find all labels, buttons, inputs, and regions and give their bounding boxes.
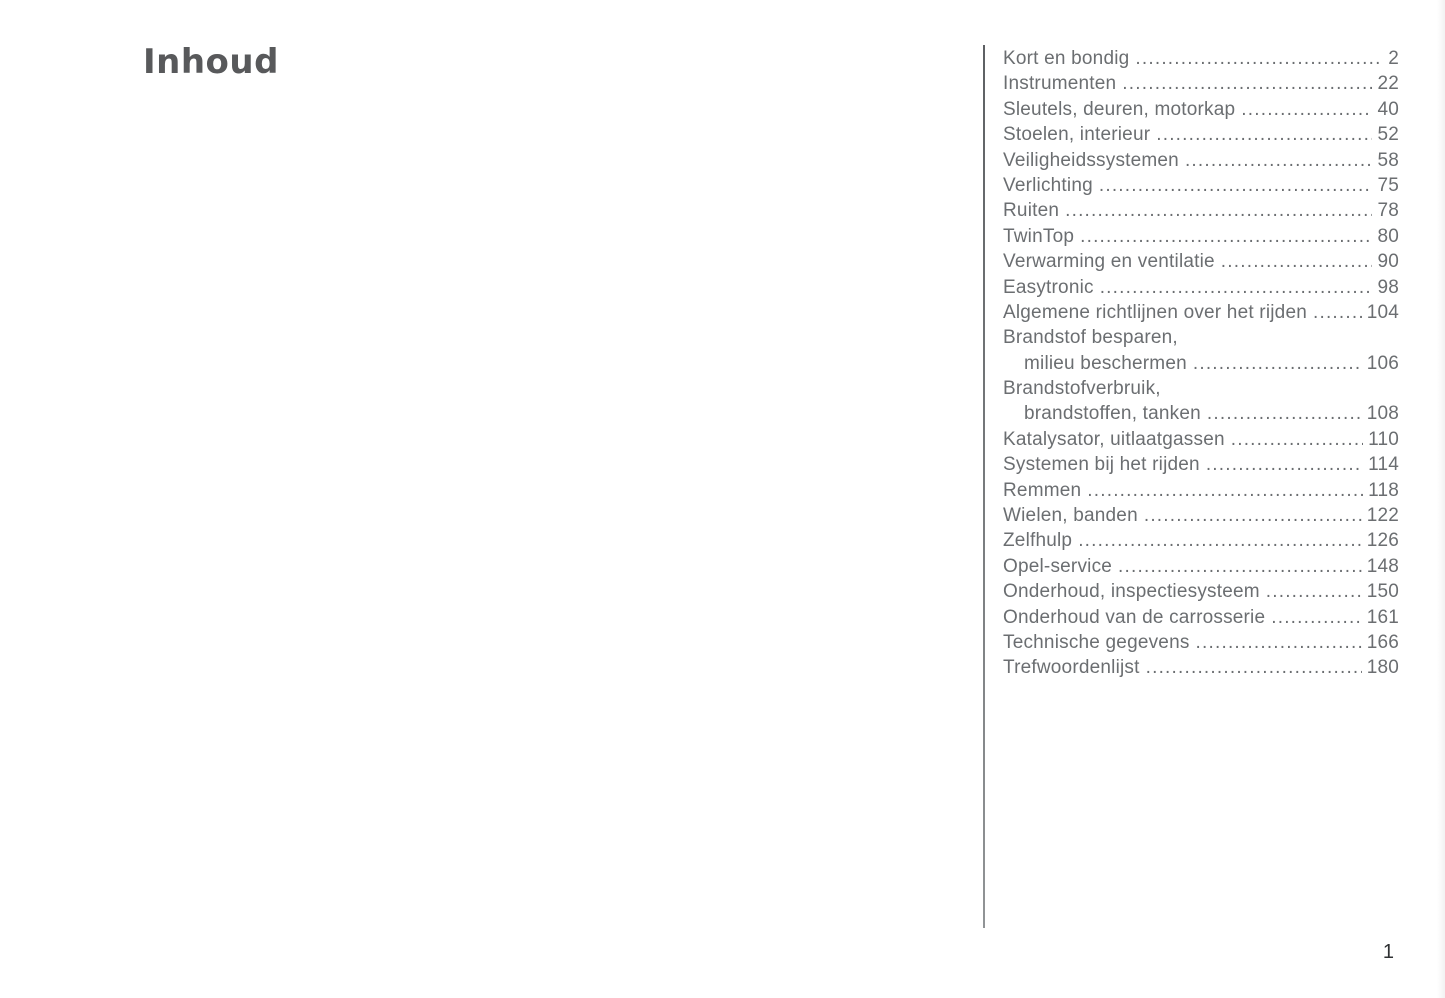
toc-entry-label: Verwarming en ventilatie	[1003, 251, 1215, 273]
toc-entry	[1003, 46, 1399, 71]
toc-entry	[1003, 630, 1399, 655]
toc-entry	[1003, 173, 1399, 198]
toc-leader-dots	[1207, 401, 1362, 426]
toc-entry	[1003, 427, 1399, 452]
toc-entry	[1003, 198, 1399, 223]
toc-leader-dots	[1241, 97, 1372, 122]
toc-entry-label: Verlichting	[1003, 174, 1093, 196]
toc-entry-page: 122	[1366, 505, 1399, 527]
toc-entry-page: 80	[1377, 225, 1399, 247]
toc-entry	[1003, 97, 1399, 122]
toc-leader-dots	[1193, 351, 1362, 376]
toc-entry	[1003, 122, 1399, 147]
toc-leader-dots	[1144, 503, 1362, 528]
toc-entry-label: Algemene richtlijnen over het rijden	[1003, 301, 1307, 323]
toc-entry-label: Brandstofverbruik,	[1003, 378, 1161, 400]
toc-entry-page: 58	[1377, 149, 1399, 171]
toc-entry-page: 118	[1368, 479, 1399, 501]
toc-entry	[1003, 655, 1399, 680]
toc-leader-dots	[1266, 579, 1362, 604]
toc-entry-page: 75	[1377, 174, 1399, 196]
toc-entry-page: 40	[1377, 98, 1399, 120]
toc-entry-label: Zelfhulp	[1003, 530, 1073, 552]
toc-leader-dots	[1146, 655, 1362, 680]
toc-entry	[1003, 71, 1399, 96]
toc-entry-page: 2	[1388, 48, 1399, 69]
toc-leader-dots	[1135, 46, 1383, 71]
toc-entry-label: Ruiten	[1003, 200, 1060, 222]
toc-entry-page: 104	[1366, 301, 1399, 323]
toc-leader-dots	[1221, 249, 1373, 274]
toc-leader-dots	[1087, 478, 1363, 503]
toc-entry	[1003, 579, 1399, 604]
toc-entry-label: Remmen	[1003, 479, 1082, 501]
toc-leader-dots	[1206, 452, 1363, 477]
toc-entry	[1003, 300, 1399, 325]
toc-entry-page: 98	[1377, 276, 1399, 298]
toc-entry-page: 114	[1368, 454, 1399, 476]
toc-entry	[1003, 376, 1399, 401]
toc-leader-dots	[1156, 122, 1372, 147]
toc-entry-label: Onderhoud van de carrosserie	[1003, 606, 1266, 628]
toc-entry-label: Sleutels, deuren, motorkap	[1003, 98, 1236, 120]
toc-entry-label: Systemen bij het rijden	[1003, 454, 1200, 476]
toc-leader-dots	[1185, 148, 1373, 173]
toc-entry-label: Trefwoordenlijst	[1003, 657, 1140, 679]
toc-entry	[1003, 224, 1399, 249]
toc-entry-page: 22	[1377, 73, 1399, 95]
toc-entry	[1003, 351, 1399, 376]
toc-leader-dots	[1118, 554, 1362, 579]
toc-leader-dots	[1080, 224, 1372, 249]
toc-leader-dots	[1271, 605, 1361, 630]
toc-entry-label: TwinTop	[1003, 225, 1075, 247]
toc-entry-label: milieu beschermen	[1024, 352, 1187, 374]
toc-entry	[1003, 605, 1399, 630]
toc-entry	[1003, 478, 1399, 503]
toc-leader-dots	[1196, 630, 1362, 655]
toc-entry-page: 106	[1366, 352, 1399, 374]
toc-entry-label: Brandstof besparen,	[1003, 327, 1178, 349]
toc-leader-dots	[1099, 173, 1373, 198]
toc-entry-label: Easytronic	[1003, 276, 1094, 298]
toc-entry-label: Instrumenten	[1003, 73, 1117, 95]
toc-entry-page: 90	[1377, 251, 1399, 273]
toc-entry-label: brandstoffen, tanken	[1024, 403, 1201, 425]
toc-entry	[1003, 452, 1399, 477]
toc-leader-dots	[1100, 275, 1373, 300]
toc-entry-label: Opel-service	[1003, 555, 1113, 577]
toc-entry-page: 148	[1366, 555, 1399, 577]
vertical-divider	[983, 45, 985, 928]
toc-entry	[1003, 275, 1399, 300]
table-of-contents	[1003, 46, 1399, 681]
toc-entry-label: Technische gegevens	[1003, 631, 1190, 653]
toc-leader-dots	[1065, 198, 1372, 223]
toc-entry-label: Kort en bondig	[1003, 48, 1130, 69]
toc-entry	[1003, 148, 1399, 173]
toc-entry-label: Veiligheidssystemen	[1003, 149, 1179, 171]
toc-entry	[1003, 401, 1399, 426]
toc-entry	[1003, 325, 1399, 350]
toc-entry-label: Katalysator, uitlaatgassen	[1003, 428, 1225, 450]
toc-leader-dots	[1313, 300, 1362, 325]
toc-entry-page: 126	[1366, 530, 1399, 552]
toc-entry-page: 166	[1366, 631, 1399, 653]
toc-entry-page: 110	[1368, 428, 1399, 450]
toc-entry-page: 161	[1366, 606, 1399, 628]
toc-leader-dots	[1078, 528, 1361, 553]
toc-entry-page: 150	[1366, 581, 1399, 603]
toc-entry-label: Onderhoud, inspectiesysteem	[1003, 581, 1260, 603]
toc-leader-dots	[1122, 71, 1372, 96]
toc-leader-dots	[1231, 427, 1363, 452]
footer-page-number: 1	[1382, 941, 1394, 963]
toc-entry-label: Wielen, banden	[1003, 505, 1138, 527]
toc-entry	[1003, 503, 1399, 528]
toc-entry-page: 52	[1377, 124, 1399, 146]
scan-edge-shadow	[1437, 0, 1445, 998]
toc-entry-page: 78	[1377, 200, 1399, 222]
toc-entry	[1003, 528, 1399, 553]
toc-entry	[1003, 554, 1399, 579]
page-title: Inhoud	[143, 42, 279, 82]
toc-entry-page: 180	[1366, 657, 1399, 679]
toc-entry-page: 108	[1366, 403, 1399, 425]
toc-entry	[1003, 249, 1399, 274]
toc-entry-label: Stoelen, interieur	[1003, 124, 1151, 146]
